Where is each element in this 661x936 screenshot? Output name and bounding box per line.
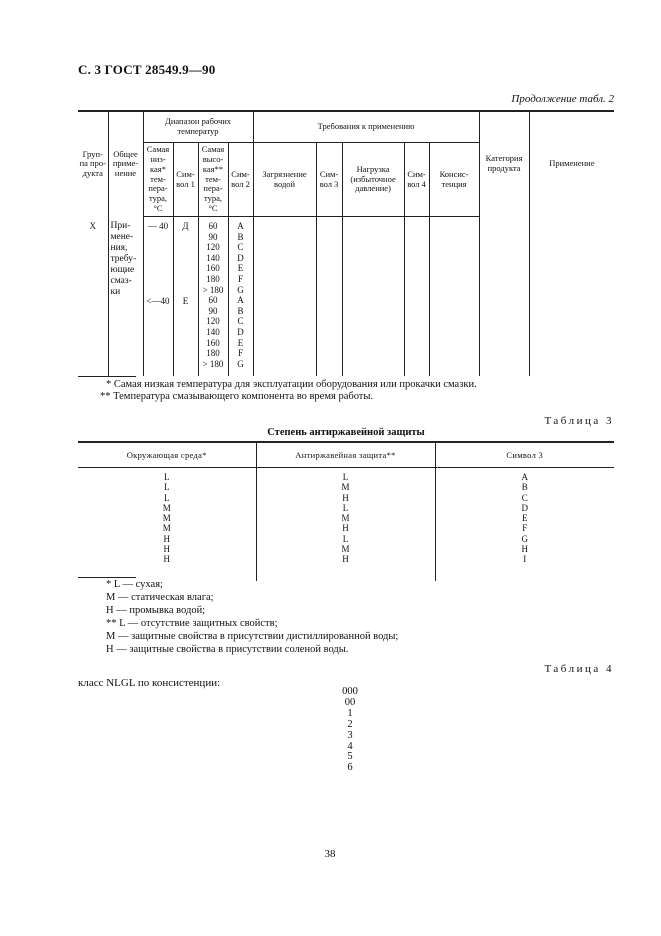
cell-symbol-3 <box>316 217 342 377</box>
symbol-3-value: G <box>521 533 528 544</box>
table-2 <box>78 110 614 376</box>
page-header: С. 3 ГОСТ 28549.9—90 <box>78 62 216 77</box>
continuation-label: Продолжение табл. 2 <box>511 93 614 105</box>
header-water: Загрязнение водой <box>253 143 316 217</box>
footnote-divider <box>78 577 136 578</box>
protection-value: M <box>341 482 350 493</box>
cell-protection <box>256 468 435 582</box>
highest-temp-value: 120 <box>206 242 220 253</box>
highest-temp-value: 90 <box>208 305 218 316</box>
symbol-2-value: C <box>237 242 244 253</box>
symbol-3-value: A <box>521 472 528 482</box>
environment-value: H <box>163 533 170 544</box>
footnote-line: ** L — отсутствие защитных свойств; <box>106 618 278 629</box>
symbol-3-value: D <box>521 502 528 513</box>
cell-water <box>253 217 316 377</box>
symbol-2-value: A <box>237 221 244 231</box>
highest-temp-value: 60 <box>208 221 218 231</box>
consistency-value: 3 <box>347 729 353 741</box>
protection-value: L <box>342 472 349 482</box>
environment-value: H <box>163 554 170 565</box>
highest-temp-value: 120 <box>206 316 220 327</box>
header-protection: Антиржавейная защита** <box>256 442 435 468</box>
symbol-2-value: D <box>237 252 244 263</box>
consistency-value: 000 <box>342 686 358 697</box>
cell-symbol <box>435 468 614 582</box>
symbol-3-value: B <box>521 482 528 493</box>
table-3-title: Степень антиржавейной защиты <box>267 427 425 438</box>
symbol-2-value: E <box>237 337 244 348</box>
symbol-3-value: I <box>523 554 527 565</box>
cell-general-use: При-мене-ния, требу-ющие смаз-ки <box>108 217 143 377</box>
header-lowest-temp: Самая низ-кая* тем-пера-тура, °С <box>143 143 173 217</box>
highest-temp-value: > 180 <box>202 358 224 369</box>
cell-lowest-temps <box>143 217 173 377</box>
header-symbol-1: Сим-вол 1 <box>173 143 198 217</box>
consistency-value: 5 <box>347 751 353 763</box>
protection-value: L <box>342 533 349 544</box>
cell-category <box>479 217 529 377</box>
table-row <box>78 468 614 582</box>
environment-value: M <box>162 523 171 534</box>
table-4-caption: Таблица 4 <box>544 663 614 675</box>
symbol-2-value: B <box>237 305 244 316</box>
consistency-value: 00 <box>344 696 356 708</box>
symbol-3-value: H <box>521 544 528 555</box>
header-consistency: Консис-тенция <box>429 143 479 217</box>
symbol-2-value: G <box>237 358 244 369</box>
table-4-intro: класс NLGL по консистенции: <box>78 677 221 689</box>
symbol-1-value: Д <box>182 221 189 231</box>
symbol-2-value: F <box>238 348 244 359</box>
header-highest-temp: Самая высо-кая** тем-пера-тура, °С <box>198 143 228 217</box>
highest-temp-value: > 180 <box>202 284 224 295</box>
cell-symbol-4 <box>404 217 429 377</box>
table-3-caption: Таблица 3 <box>544 415 614 427</box>
header-environment: Окружающая среда* <box>78 442 256 468</box>
header-symbol: Символ 3 <box>435 442 614 468</box>
lowest-temp-value: <—40 <box>146 295 170 306</box>
protection-value: M <box>341 544 350 555</box>
symbol-2-value: F <box>238 273 244 284</box>
protection-value: H <box>342 492 349 503</box>
cell-highest-temps <box>198 217 228 377</box>
header-category: Категория продукта <box>479 111 529 217</box>
symbol-3-value: F <box>522 523 528 534</box>
header-temp-range: Диапазон рабочих температур <box>143 111 253 143</box>
footnote-line: H — промывка водой; <box>106 605 206 616</box>
footnote-line: M — статическая влага; <box>106 592 214 603</box>
header-symbol-3: Сим-вол 3 <box>316 143 342 217</box>
protection-value: L <box>342 502 349 513</box>
environment-value: L <box>164 492 170 503</box>
highest-temp-value: 60 <box>208 295 218 306</box>
footnote-line: M — защитные свойства в присутствии дистиллированной воды; <box>106 631 399 642</box>
cell-symbol-2 <box>228 217 253 377</box>
symbol-2-value: C <box>237 316 244 327</box>
symbol-3-value: E <box>522 513 528 524</box>
consistency-value: 6 <box>347 762 353 774</box>
highest-temp-value: 140 <box>206 252 220 263</box>
footnote-line: * L — сухая; <box>106 579 163 590</box>
footnote-2: ** Температура смазывающего компонента во время работы. <box>100 391 374 402</box>
header-symbol-4: Сим-вол 4 <box>404 143 429 217</box>
highest-temp-value: 140 <box>206 326 220 337</box>
header-general-use: Общее приме-нение <box>108 111 143 217</box>
protection-value: H <box>342 554 349 565</box>
consistency-list <box>320 687 380 774</box>
highest-temp-value: 160 <box>206 337 220 348</box>
symbol-1-value: E <box>182 295 189 306</box>
cell-group: X <box>89 220 96 231</box>
environment-value: M <box>162 513 171 524</box>
highest-temp-value: 180 <box>206 348 220 359</box>
symbol-2-value: E <box>237 263 244 274</box>
protection-value: H <box>342 523 349 534</box>
cell-application <box>529 217 614 377</box>
protection-value: M <box>341 513 350 524</box>
footnote-divider <box>78 376 136 377</box>
environment-value: L <box>164 472 170 482</box>
lowest-temp-value: — 40 <box>147 221 169 231</box>
footnote-1: * Самая низкая температура для эксплуатации оборудования или прокачки смазки. <box>106 379 477 390</box>
table-3 <box>78 441 614 581</box>
cell-load <box>342 217 404 377</box>
symbol-2-value: B <box>237 231 244 242</box>
cell-symbol-1 <box>173 217 198 377</box>
environment-value: L <box>164 482 170 493</box>
environment-value: H <box>163 544 170 555</box>
symbol-3-value: C <box>521 492 528 503</box>
cell-environment <box>78 468 256 582</box>
environment-value: M <box>162 502 171 513</box>
highest-temp-value: 160 <box>206 263 220 274</box>
consistency-value: 4 <box>347 740 353 752</box>
symbol-2-value: A <box>237 295 244 306</box>
header-requirements: Требования к применению <box>253 111 479 143</box>
consistency-value: 1 <box>347 707 353 719</box>
header-group: Груп-па про-дукта <box>78 111 108 217</box>
highest-temp-value: 90 <box>208 231 218 242</box>
header-symbol-2: Сим-вол 2 <box>228 143 253 217</box>
symbol-2-value: D <box>237 326 244 337</box>
header-application: Применение <box>529 111 614 217</box>
cell-consistency <box>429 217 479 377</box>
highest-temp-value: 180 <box>206 273 220 284</box>
header-load: Нагрузка (избыточное давление) <box>342 143 404 217</box>
page-number: 38 <box>324 848 336 860</box>
table-row <box>78 217 614 377</box>
symbol-2-value: G <box>237 284 244 295</box>
footnote-line: H — защитные свойства в присутствии соленой воды. <box>106 644 349 655</box>
consistency-value: 2 <box>347 718 353 730</box>
